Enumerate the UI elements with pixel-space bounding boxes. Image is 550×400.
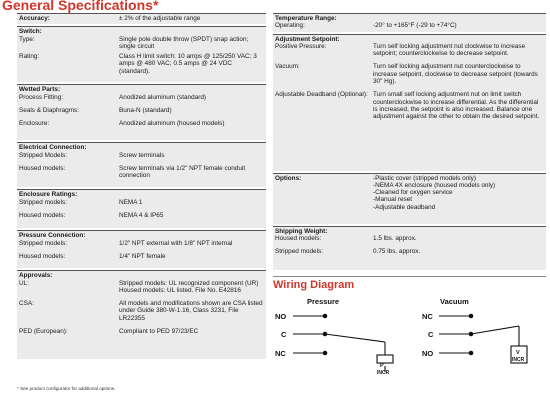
pressure-connection-heading: Pressure Connection:	[19, 232, 86, 240]
shipping-heading: Shipping Weight:	[275, 227, 328, 235]
pressure-actuator-box	[377, 355, 393, 363]
electrical-housed-value: Screw terminals via 1/2" NPT female conduit connection	[119, 164, 246, 180]
pressure-label: Pressure	[307, 297, 340, 306]
pressure-incr-label: INCR	[377, 370, 390, 376]
wiring-divider	[273, 276, 546, 277]
seals-label: Seals & Diaphragms:	[19, 106, 80, 114]
vacuum-incr-label: INCR	[512, 357, 525, 363]
er-stripped-label: Stripped models:	[19, 198, 67, 206]
setpoint-heading: Adjustment Setpoint:	[275, 35, 340, 43]
pc-stripped-label: Stripped models:	[19, 239, 67, 247]
electrical-housed-label: Housed models:	[19, 164, 66, 172]
option-item: -Adjustable deadband	[373, 203, 436, 211]
deadband-label: Adjustable Deadband (Optional):	[275, 91, 368, 99]
ul-value: Stripped models: UL recognized component (UR)	[119, 279, 259, 287]
switch-section	[17, 26, 266, 82]
accuracy-value: ± 2% of the adjustable range	[119, 15, 201, 22]
vacuum-label: Vacuum	[440, 297, 469, 306]
ped-value: Compliant to PED 97/23/EC	[119, 328, 199, 336]
wetted-parts-section	[17, 84, 266, 140]
vacuum-nc-label: NC	[422, 312, 433, 321]
pc-housed-value: 1/4" NPT female	[119, 252, 166, 260]
pc-housed-label: Housed models:	[19, 252, 66, 260]
pressure-nc-label: NC	[275, 349, 286, 358]
enclosure-value: Anodized aluminum (housed models)	[119, 120, 225, 128]
wiring-diagram	[273, 296, 546, 376]
ship-stripped-value: 0.75 lbs. approx.	[373, 248, 421, 256]
switch-rating-label: Rating:	[19, 53, 40, 61]
options-section	[273, 173, 546, 224]
operating-value: -20° to +165°F (-29 to +74°C)	[373, 22, 457, 30]
ship-housed-value: 1.5 lbs. approx.	[373, 234, 417, 242]
ul-value-2: Housed models: UL listed. File No. E42816	[119, 286, 241, 294]
pressure-no-label: NO	[275, 312, 287, 321]
option-item: -Cleaned for oxygen service	[373, 189, 453, 197]
vacuum-c-terminal	[469, 332, 474, 337]
enclosure-label: Enclosure:	[19, 120, 50, 128]
vacuum-no-terminal	[469, 351, 474, 356]
right-column	[273, 13, 546, 272]
footnote: * See product configurator for additional options.	[17, 386, 116, 391]
er-stripped-value: NEMA 1	[119, 198, 143, 206]
fitting-label: Process Fitting:	[19, 93, 64, 101]
option-item: -Plastic cover (stripped models only)	[373, 174, 476, 182]
setpoint-section	[273, 34, 546, 171]
option-item: -NEMA 4X enclosure (housed models only)	[373, 181, 496, 189]
left-column	[17, 13, 266, 361]
accuracy-heading: Accuracy:	[19, 15, 50, 22]
operating-label: Operating:	[275, 22, 305, 30]
vacuum-c-label: C	[428, 330, 434, 339]
pressure-no-terminal	[323, 314, 328, 319]
csa-value: All models and modifications shown are CSA listed under Guide 380-W-1.16, Class 3231, File LR22355	[119, 300, 263, 322]
ship-stripped-label: Stripped models:	[275, 248, 323, 256]
electrical-heading: Electrical Connection:	[19, 144, 87, 152]
pc-stripped-value: 1/2" NPT external with 1/8" NPT internal	[119, 239, 233, 247]
pressure-c-label: C	[281, 330, 287, 339]
electrical-stripped-label: Stripped Models:	[19, 151, 67, 159]
vacuum-value: Turn self locking adjustment nut counterclockwise to increase setpoint, clockwise to decrease setpoint (towards 30" Hg).	[373, 63, 538, 86]
ped-label: PED (European):	[19, 328, 68, 336]
vacuum-label: Vacuum:	[275, 63, 300, 71]
csa-label: CSA:	[19, 300, 34, 308]
pressure-contact-arm	[325, 334, 385, 342]
ship-housed-label: Housed models:	[275, 234, 322, 242]
vacuum-v-label: V	[516, 350, 520, 356]
options-list	[373, 175, 544, 211]
switch-rating-value: Class H limit switch: 10 amps @ 125/250 VAC; 3 amps @ 480 VAC; 0.5 amps @ 24 VDC (standard).	[119, 53, 257, 75]
temperature-heading: Temperature Range:	[275, 15, 337, 22]
enclosure-ratings-heading: Enclosure Ratings:	[19, 191, 78, 199]
switch-type-label: Type:	[19, 35, 35, 43]
ul-label: UL:	[19, 279, 29, 287]
options-heading: Options:	[275, 174, 302, 182]
electrical-stripped-value: Screw terminals	[119, 151, 165, 159]
vacuum-no-label: NO	[422, 349, 434, 358]
er-housed-label: Housed models:	[19, 211, 66, 219]
positive-pressure-label: Positive Pressure:	[275, 42, 327, 50]
pressure-nc-terminal	[323, 351, 328, 356]
vacuum-contact-arm	[471, 326, 519, 334]
wetted-heading: Wetted Parts:	[19, 86, 61, 94]
page-title: General Specifications*	[2, 0, 159, 13]
option-item: -Manual reset	[373, 196, 413, 204]
wiring-title: Wiring Diagram	[273, 279, 355, 291]
vacuum-nc-terminal	[469, 314, 474, 319]
seals-value: Buna-N (standard)	[119, 106, 172, 114]
positive-pressure-value: Turn self locking adjustment nut clockwise to increase setpoint; counterclockwise to decrease setpoint.	[373, 42, 526, 58]
approvals-heading: Approvals:	[19, 272, 53, 280]
er-housed-value: NEMA 4 & IP65	[119, 211, 164, 219]
switch-type-value: Single pole double throw (SPDT) snap action; single circuit	[119, 35, 249, 50]
pressure-c-terminal	[323, 332, 328, 337]
approvals-section	[17, 270, 266, 359]
temperature-section	[273, 13, 546, 32]
electrical-section	[17, 142, 266, 187]
shipping-section	[273, 226, 546, 270]
accuracy-section	[17, 13, 266, 24]
fitting-value: Anodized aluminum (standard)	[119, 93, 207, 101]
enclosure-ratings-section	[17, 189, 266, 228]
pressure-p-label: P	[380, 363, 384, 369]
deadband-value: Turn small self locking adjustment nut on limit switch counterclockwise to increase differential. As the differential is increased, the setpoint is also increased. Balance one adjustment against the other to obtain the desired setpoint.	[373, 91, 540, 121]
pressure-connection-section	[17, 230, 266, 268]
switch-heading: Switch:	[19, 28, 42, 36]
